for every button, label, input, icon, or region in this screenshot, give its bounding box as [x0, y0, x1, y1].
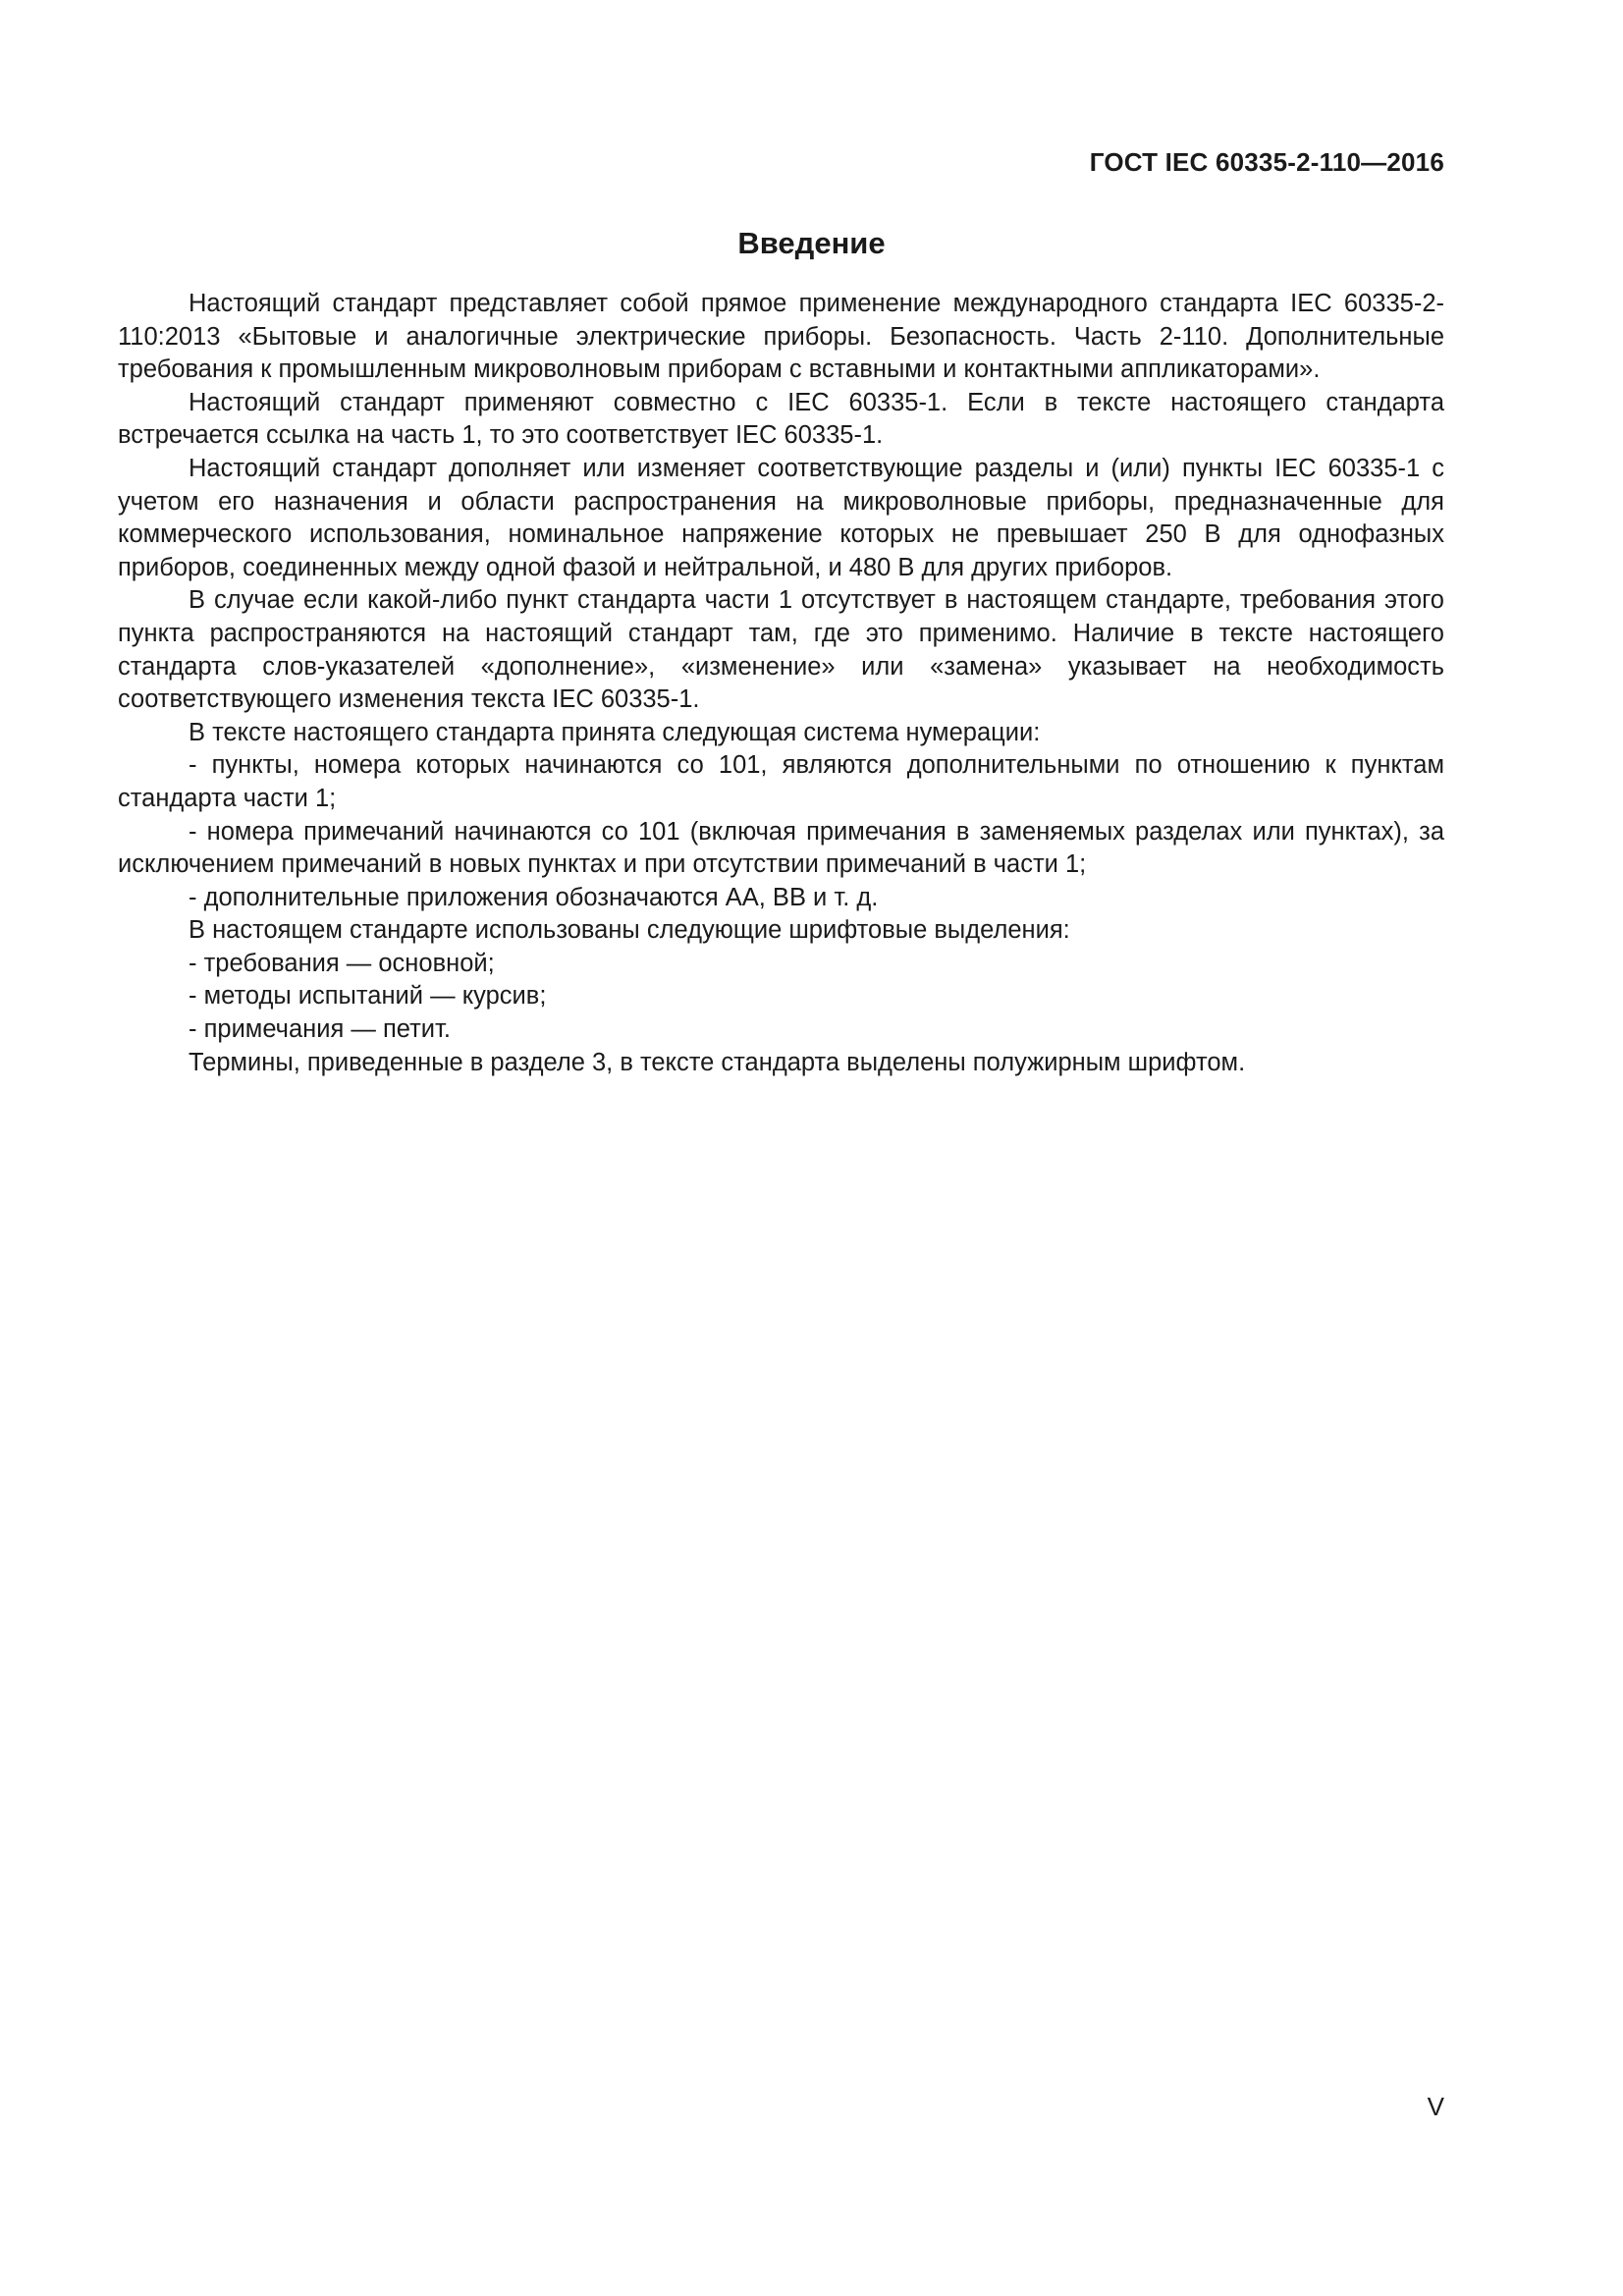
document-header-id: ГОСТ IEC 60335-2-110—2016 — [1089, 147, 1444, 177]
page-number: V — [1427, 2092, 1444, 2121]
list-item: - методы испытаний — курсив; — [189, 982, 547, 1011]
document-body — [118, 288, 1444, 1079]
list-item: - пункты, номера которых начинаются со 101, являются дополнительными по отношению к пунктам стандарта части 1; — [118, 751, 1444, 812]
section-title: Введение — [737, 226, 886, 260]
paragraph: В настоящем стандарте использованы следующие шрифтовые выделения: — [189, 916, 1070, 945]
paragraph: В тексте настоящего стандарта принята следующая система нумерации: — [189, 718, 1041, 746]
paragraph: В случае если какой-либо пункт стандарта части 1 отсутствует в настоящем стандарте, требования этого пункта распространяются на настоящий стандарт там, где это применимо. Наличие в тексте настоящего стандарта слов-указателей «дополнение», «изменение» или «замена» указывает на необходимость соответствующего изменения текста IEC 60335-1. — [118, 586, 1444, 714]
list-item: - примечания — петит. — [189, 1015, 451, 1044]
list-item: - дополнительные приложения обозначаются АА, ВВ и т. д. — [189, 883, 879, 911]
list-item: - требования — основной; — [189, 949, 495, 977]
paragraph: Термины, приведенные в разделе 3, в тексте стандарта выделены полужирным шрифтом. — [189, 1048, 1246, 1076]
paragraph: Настоящий стандарт представляет собой прямое применение международного стандарта IEC 60335-2-110:2013 «Бытовые и аналогичные электрические приборы. Безопасность. Часть 2-110. Дополнительные требования к промышленным микроволновым приборам с вставными и контактными аппликаторами». — [118, 290, 1444, 384]
paragraph: Настоящий стандарт дополняет или изменяет соответствующие разделы и (или) пункты IEC 60335-1 с учетом его назначения и области распространения на микроволновые приборы, предназначенные для коммерческого использования, номинальное напряжение которых не превышает 250 В для однофазных приборов, соединенных между одной фазой и нейтральной, и 480 В для других приборов. — [118, 454, 1444, 581]
list-item: - номера примечаний начинаются со 101 (включая примечания в заменяемых разделах или пунктах), за исключением примечаний в новых пунктах и при отсутствии примечаний в части 1; — [118, 817, 1444, 879]
paragraph: Настоящий стандарт применяют совместно с IEC 60335-1. Если в тексте настоящего стандарта встречается ссылка на часть 1, то это соответствует IEC 60335-1. — [118, 388, 1444, 450]
